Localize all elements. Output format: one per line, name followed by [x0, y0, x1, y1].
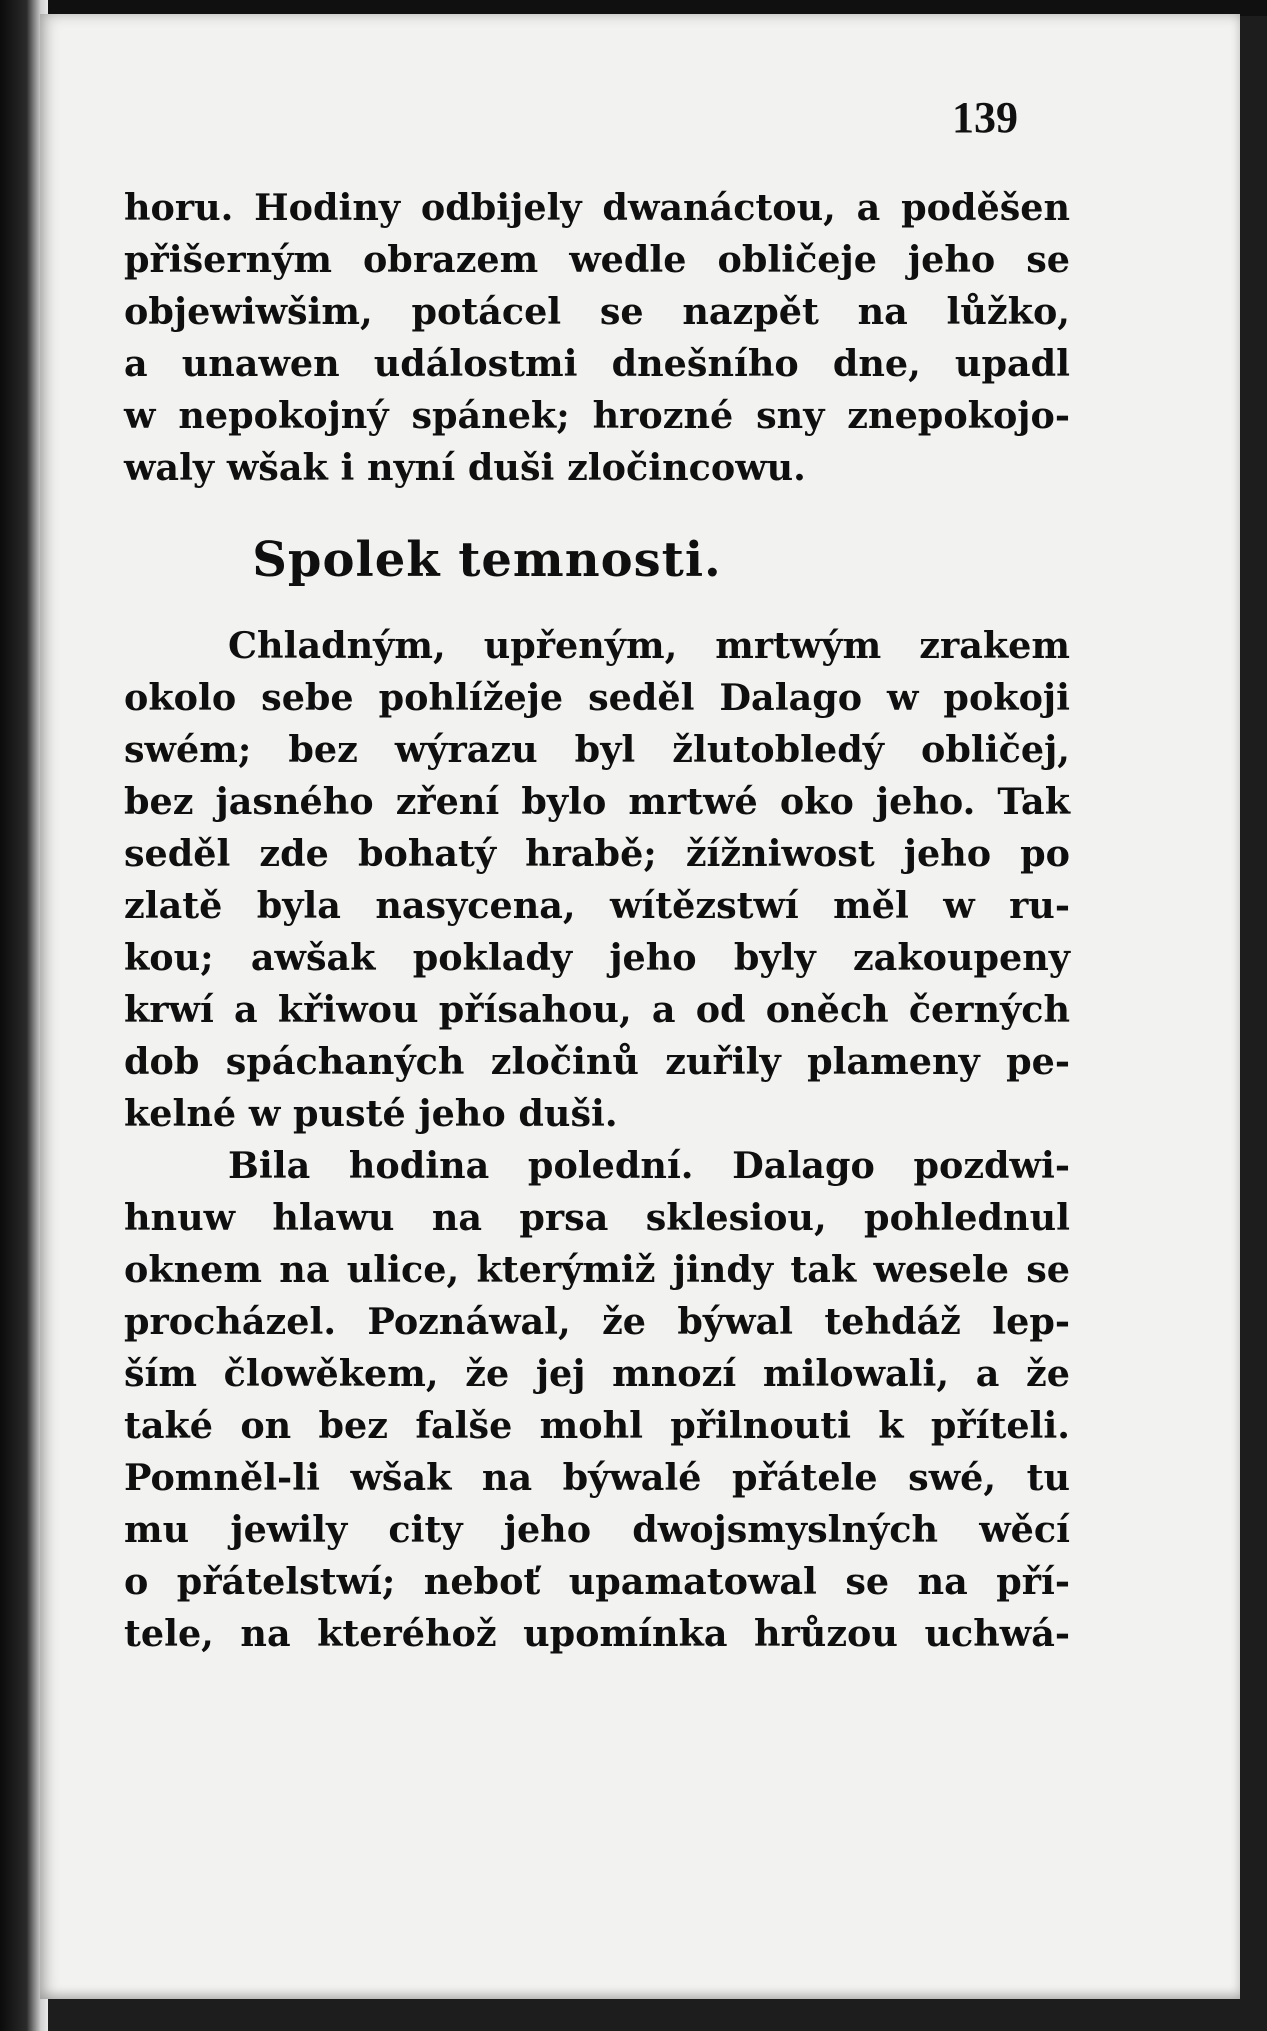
text-line: Pomněl-li wšak na býwalé přátele swé, tu: [124, 1456, 1070, 1499]
text-line: waly wšak i nyní duši zločincowu.: [124, 446, 806, 489]
book-page: [40, 14, 1240, 1999]
text-line: přišerným obrazem wedle obličeje jeho se: [124, 238, 1070, 281]
text-line: tele, na kteréhož upomínka hrůzou uchwá-: [124, 1612, 1070, 1655]
text-line: w nepokojný spánek; hrozné sny znepokojo-: [124, 394, 1070, 437]
text-line: krwí a křiwou přísahou, a od oněch černých: [124, 988, 1070, 1031]
text-line: oknem na ulice, kterýmiž jindy tak wesele se: [124, 1248, 1070, 1291]
text-line: horu. Hodiny odbijely dwanáctou, a poděšen: [124, 186, 1070, 229]
text-line: mu jewily city jeho dwojsmyslných wěcí: [124, 1508, 1070, 1551]
page-number: 139: [952, 93, 1018, 142]
paragraph-1: [124, 182, 1070, 494]
text-line: dob spáchaných zločinů zuřily plameny pe-: [124, 1040, 1070, 1083]
text-line: o přátelstwí; neboť upamatowal se na pří-: [124, 1560, 1070, 1603]
text-line: objewiwšim, potácel se nazpět na lůžko,: [124, 290, 1070, 333]
text-line: ším člowěkem, že jej mnozí milowali, a že: [124, 1352, 1070, 1395]
section-heading: Spolek temnosti.: [252, 532, 722, 588]
text-line: Bila hodina polední. Dalago pozdwi-: [228, 1144, 1070, 1187]
text-line: kelné w pusté jeho duši.: [124, 1092, 618, 1135]
text-line: seděl zde bohatý hrabě; žížniwost jeho po: [124, 832, 1070, 875]
text-line: a unawen událostmi dnešního dne, upadl: [124, 342, 1070, 385]
page-text: [124, 182, 1070, 1660]
paragraph-2: [124, 620, 1070, 1140]
text-line: zlatě byla nasycena, wítězstwí měl w ru-: [124, 884, 1070, 927]
paragraph-3: [124, 1140, 1070, 1660]
text-line: okolo sebe pohlížeje seděl Dalago w pokoji: [124, 676, 1070, 719]
text-line: hnuw hlawu na prsa sklesiou, pohlednul: [124, 1196, 1070, 1239]
text-line: bez jasného zření bylo mrtwé oko jeho. Tak: [124, 780, 1070, 823]
text-line: swém; bez wýrazu byl žlutobledý obličej,: [124, 728, 1070, 771]
text-line: také on bez falše mohl přilnouti k příteli.: [124, 1404, 1070, 1447]
text-line: procházel. Poznáwal, že býwal tehdáž lep-: [124, 1300, 1070, 1343]
text-line: Chladným, upřeným, mrtwým zrakem: [228, 624, 1070, 667]
text-line: kou; awšak poklady jeho byly zakoupeny: [124, 936, 1070, 979]
